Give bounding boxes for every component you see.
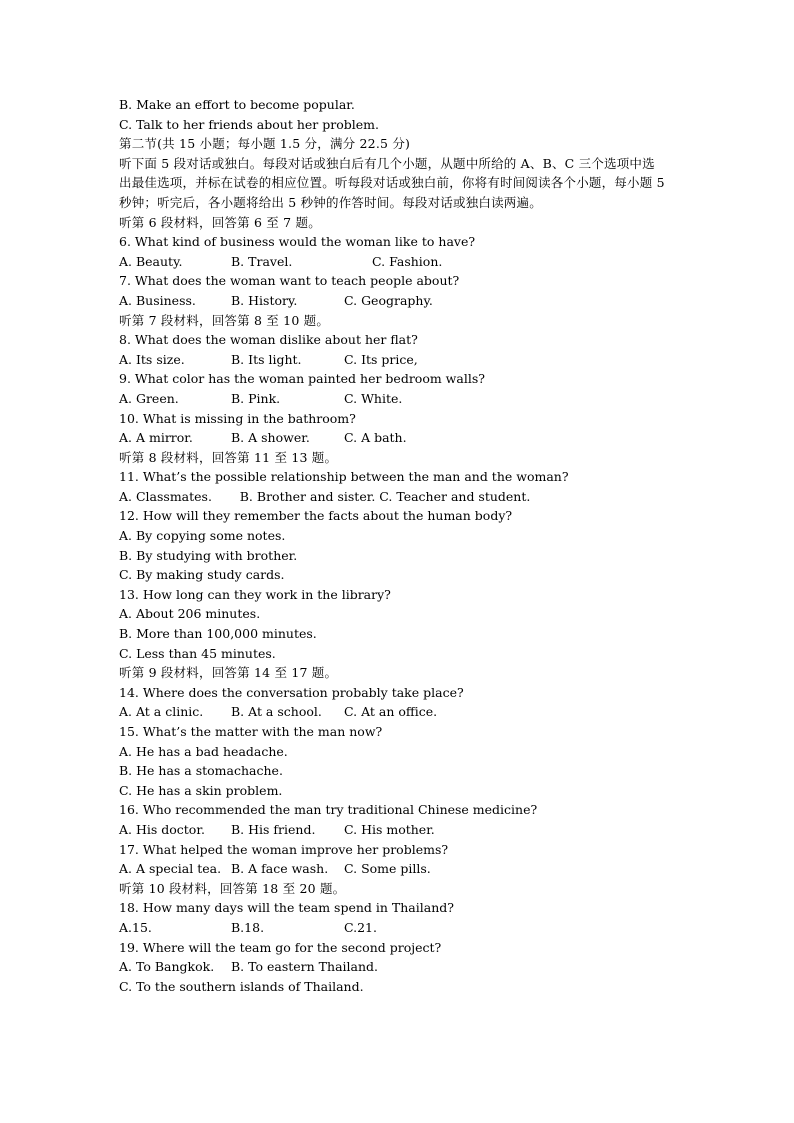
option-a: A. Its size. — [119, 351, 185, 367]
option-b: B. History. — [231, 292, 298, 308]
option-a: A.15. — [119, 919, 152, 935]
options-row — [119, 702, 679, 722]
section-instructions: 听下面 5 段对话或独白。每段对话或独白后有几个小题，从题中所给的 A、B、C 三个选项中选出最佳选项，并标在试卷的相应位置。听每段对话或独白前，你将有时间阅读各个小题，每小题 5 秒钟；听完后，各小题将给出 5 秒钟的作答时间。每段对话或独白读两遍。 — [119, 155, 665, 210]
question: 10. What is missing in the bathroom? — [119, 410, 356, 426]
option-b: B. Travel. — [231, 253, 293, 269]
option-c: C. At an office. — [344, 704, 438, 720]
material-heading: 听第 7 段材料，回答第 8 至 10 题。 — [119, 312, 330, 328]
material-heading: 听第 10 段材料，回答第 18 至 20 题。 — [119, 880, 346, 896]
options-row — [119, 252, 679, 272]
option-b: B. He has a stomachache. — [119, 763, 283, 779]
option-a: A. A special tea. — [119, 861, 222, 877]
option-a: A. About 206 minutes. — [119, 606, 261, 622]
option-c: C. Fashion. — [372, 253, 443, 269]
option-c: C. To the southern islands of Thailand. — [119, 978, 364, 994]
option-b: B. At a school. — [231, 704, 322, 720]
option-a: A. Beauty. — [119, 253, 183, 269]
option-a: A. Green. — [119, 390, 179, 406]
options-row — [119, 859, 679, 879]
option-line: C. Talk to her friends about her problem. — [119, 116, 379, 132]
option-b: B. To eastern Thailand. — [231, 959, 378, 975]
options-row — [119, 389, 679, 409]
question: 7. What does the woman want to teach people about? — [119, 273, 460, 289]
material-heading: 听第 8 段材料，回答第 11 至 13 题。 — [119, 449, 338, 465]
option-b: B. More than 100,000 minutes. — [119, 626, 317, 642]
option-c: C. Less than 45 minutes. — [119, 645, 276, 661]
option-a: A. A mirror. — [119, 430, 193, 446]
options-row — [119, 428, 679, 448]
question: 6. What kind of business would the woman like to have? — [119, 234, 476, 250]
option-b: B. A shower. — [231, 430, 310, 446]
material-heading: 听第 9 段材料，回答第 14 至 17 题。 — [119, 665, 338, 681]
question: 18. How many days will the team spend in Thailand? — [119, 900, 454, 916]
option-b: B.18. — [231, 919, 265, 935]
option-c: C.21. — [344, 919, 377, 935]
question: 11. What’s the possible relationship between the man and the woman? — [119, 469, 569, 485]
question: 14. Where does the conversation probably take place? — [119, 684, 464, 700]
options-row — [119, 350, 679, 370]
option-b: B. A face wash. — [231, 861, 329, 877]
section-heading: 第二节(共 15 小题；每小题 1.5 分，满分 22.5 分) — [119, 136, 411, 152]
question: 13. How long can they work in the library? — [119, 586, 391, 602]
option-a: A. Business. — [119, 292, 196, 308]
option-c: C. His mother. — [344, 821, 435, 837]
document-page — [119, 95, 679, 996]
option-c: C. He has a skin problem. — [119, 782, 283, 798]
question: 8. What does the woman dislike about her flat? — [119, 332, 418, 348]
option-a: A. His doctor. — [119, 821, 205, 837]
question: 15. What’s the matter with the man now? — [119, 724, 383, 739]
option-c: C. Some pills. — [344, 861, 431, 877]
options-row — [119, 957, 679, 977]
option-b: B. By studying with brother. — [119, 547, 298, 563]
question: 17. What helped the woman improve her problems? — [119, 841, 449, 857]
option-b: B. Pink. — [231, 390, 281, 406]
options-row — [119, 918, 679, 938]
option-a: A. At a clinic. — [119, 704, 204, 720]
options-row — [119, 291, 679, 311]
options-row: A. Classmates. B. Brother and sister. C. Teacher and student. — [119, 488, 531, 504]
option-c: C. By making study cards. — [119, 567, 285, 583]
option-c: C. Its price, — [344, 351, 418, 367]
question: 12. How will they remember the facts about the human body? — [119, 508, 513, 524]
option-a: A. To Bangkok. — [119, 959, 215, 975]
options-row — [119, 820, 679, 840]
option-line: B. Make an effort to become popular. — [119, 97, 355, 112]
option-b: B. Its light. — [231, 351, 302, 367]
option-a: A. By copying some notes. — [119, 528, 286, 544]
option-c: C. Geography. — [344, 292, 433, 308]
option-c: C. A bath. — [344, 430, 407, 446]
question: 16. Who recommended the man try traditional Chinese medicine? — [119, 802, 538, 818]
option-a: A. He has a bad headache. — [119, 743, 288, 759]
option-b: B. His friend. — [231, 821, 316, 837]
material-heading: 听第 6 段材料，回答第 6 至 7 题。 — [119, 214, 321, 230]
question: 19. Where will the team go for the second project? — [119, 939, 442, 955]
question: 9. What color has the woman painted her bedroom walls? — [119, 371, 485, 387]
option-c: C. White. — [344, 390, 403, 406]
